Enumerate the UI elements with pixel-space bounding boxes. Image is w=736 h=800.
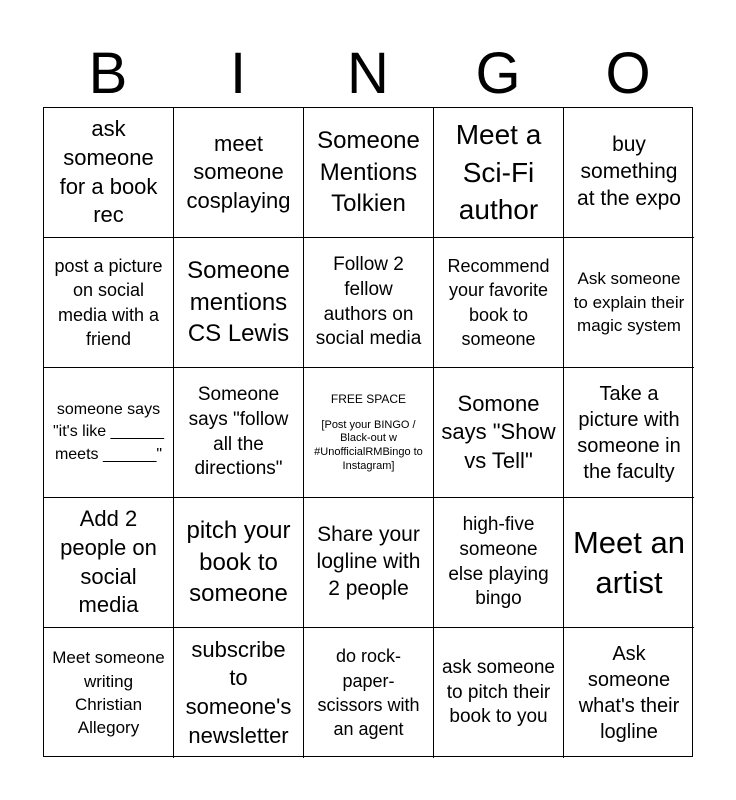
bingo-cell[interactable]: Meet someone writing Christian Allegory: [44, 628, 174, 758]
bingo-cell[interactable]: subscribe to someone's newsletter: [174, 628, 304, 758]
bingo-cell[interactable]: someone says "it's like ______ meets ______": [44, 368, 174, 498]
bingo-cell[interactable]: pitch your book to someone: [174, 498, 304, 628]
free-space-note: [Post your BINGO / Black-out w #UnofficialRMBingo to Instagram]: [314, 418, 423, 472]
bingo-cell[interactable]: ask someone for a book rec: [44, 108, 174, 238]
bingo-cell[interactable]: Someone says "follow all the directions": [174, 368, 304, 498]
bingo-cell[interactable]: Ask someone to explain their magic system: [564, 238, 694, 368]
bingo-cell[interactable]: Add 2 people on social media: [44, 498, 174, 628]
bingo-cell[interactable]: Ask someone what's their logline: [578, 643, 680, 743]
bingo-cell[interactable]: Take a picture with someone in the faculty: [564, 368, 694, 498]
bingo-cell[interactable]: Recommend your favorite book to someone: [434, 238, 564, 368]
free-space-title: FREE SPACE: [330, 391, 407, 406]
bingo-cell[interactable]: Somone says "Show vs Tell": [434, 368, 564, 498]
header-letter-n: N: [347, 41, 389, 106]
bingo-cell[interactable]: Follow 2 fellow authors on social media: [304, 238, 434, 368]
bingo-cell[interactable]: buy something at the expo: [564, 108, 694, 238]
bingo-cell[interactable]: ask someone to pitch their book to you: [434, 628, 564, 758]
bingo-header: [43, 40, 693, 108]
bingo-board: [43, 107, 693, 757]
bingo-cell[interactable]: high-five someone else playing bingo: [434, 498, 564, 628]
bingo-cell[interactable]: Meet a Sci-Fi author: [434, 108, 564, 238]
bingo-cell[interactable]: Someone mentions CS Lewis: [174, 238, 304, 368]
bingo-cell[interactable]: meet someone cosplaying: [174, 108, 304, 238]
bingo-cell[interactable]: do rock-paper-scissors with an agent: [304, 628, 434, 758]
header-letter-g: G: [475, 41, 521, 106]
bingo-cell[interactable]: Share your logline with 2 people: [304, 498, 434, 628]
header-letter-i: I: [229, 41, 247, 106]
header-letter-o: O: [605, 41, 651, 106]
header-letter-b: B: [88, 41, 128, 106]
bingo-cell[interactable]: Someone Mentions Tolkien: [304, 108, 434, 238]
bingo-cell[interactable]: post a picture on social media with a friend: [44, 238, 174, 368]
bingo-cell[interactable]: Meet an artist: [564, 498, 694, 628]
free-space-cell[interactable]: [304, 368, 434, 498]
